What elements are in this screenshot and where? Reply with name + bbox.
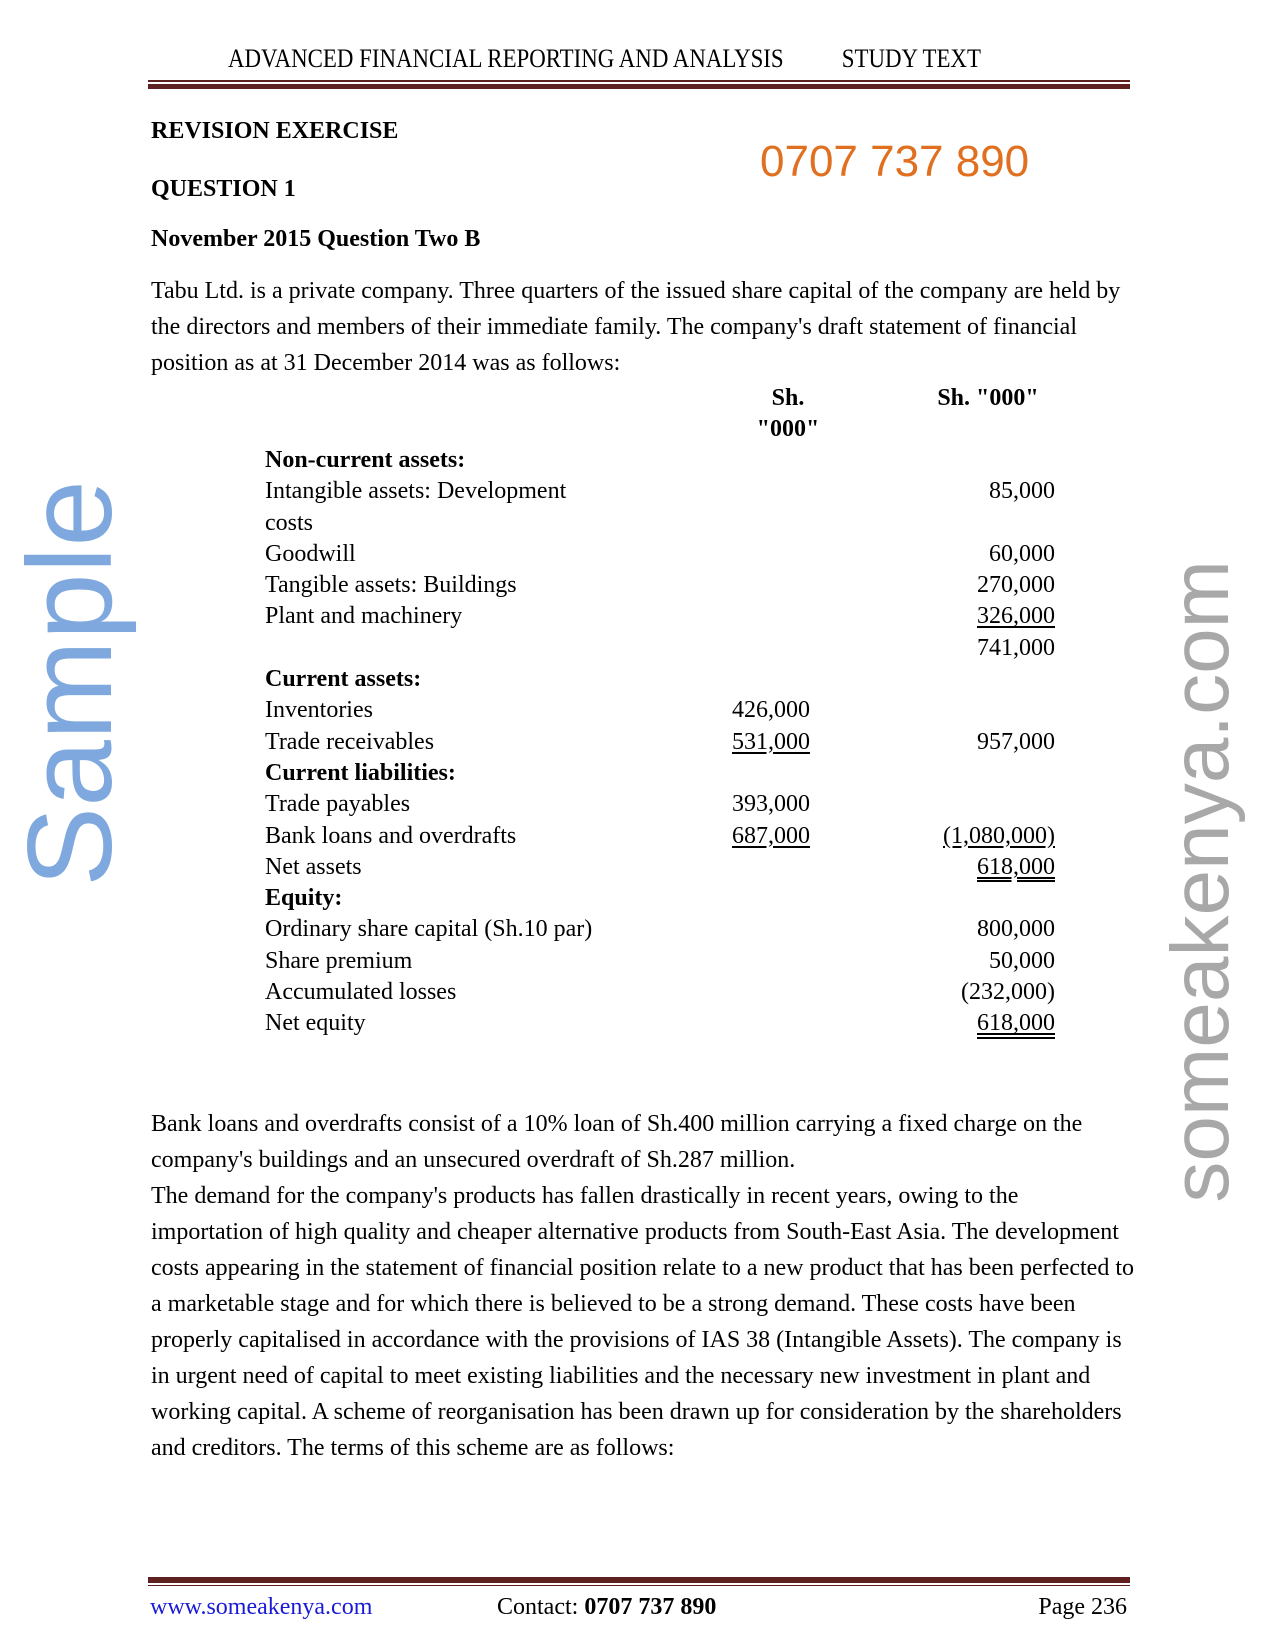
table-row xyxy=(265,977,1055,1008)
row-label: Equity: xyxy=(265,885,343,912)
section-heading: REVISION EXERCISE xyxy=(151,118,399,144)
row-label: Bank loans and overdrafts xyxy=(265,822,517,849)
table-row xyxy=(265,601,1055,632)
table-row xyxy=(265,883,1055,914)
footer-contact xyxy=(497,1594,716,1621)
contact-number: 0707 737 890 xyxy=(584,1594,717,1620)
row-value-col2: 85,000 xyxy=(989,478,1055,505)
table-row xyxy=(265,914,1055,945)
body-paragraph: The demand for the company's products has fallen drastically in recent years, owing to the importation of high quality and cheaper alternative products from South-East Asia. The development costs appearing in the statement of financial position relate to a new product that has been perfected to a marketable stage and for which there is believed to be a strong demand. These costs have been properly capitalised in accordance with the provisions of IAS 38 (Intangible Assets). The company is in urgent need of capital to meet existing liabilities and the necessary new investment in plant and working capital. A scheme of reorganisation has been drawn up for consideration by the shareholders and creditors. The terms of this scheme are as follows: xyxy=(151,1183,1134,1461)
row-label: Intangible assets: Development costs xyxy=(265,478,567,536)
row-value-col1: 687,000 xyxy=(732,822,810,849)
row-label: Goodwill xyxy=(265,540,356,567)
row-label: Accumulated losses xyxy=(265,979,457,1006)
table-row xyxy=(265,1008,1055,1039)
row-label: Current liabilities: xyxy=(265,759,456,786)
contact-label: Contact: xyxy=(497,1594,579,1620)
question-source: November 2015 Question Two B xyxy=(151,226,481,252)
header-rule xyxy=(148,80,1130,89)
row-value-col2: 618,000 xyxy=(977,853,1055,880)
row-value-col2: 800,000 xyxy=(977,916,1055,943)
row-label: Share premium xyxy=(265,947,413,974)
row-value-col2: 50,000 xyxy=(989,947,1055,974)
table-row xyxy=(265,445,1055,476)
question-heading: QUESTION 1 xyxy=(151,176,296,202)
table-row xyxy=(265,789,1055,820)
body-text xyxy=(151,1106,1136,1466)
row-value-col2: 741,000 xyxy=(977,634,1055,661)
table-row xyxy=(265,852,1055,883)
running-header xyxy=(228,44,981,74)
table-row xyxy=(265,539,1055,570)
row-value-col1: 531,000 xyxy=(732,728,810,755)
col1-header: Sh. "000" xyxy=(756,385,820,443)
row-label: Trade payables xyxy=(265,791,411,818)
phone-watermark: 0707 737 890 xyxy=(760,137,1030,186)
sample-watermark: Sample xyxy=(3,480,137,887)
row-label: Current assets: xyxy=(265,666,422,693)
row-value-col2: 270,000 xyxy=(977,572,1055,599)
row-label: Ordinary share capital (Sh.10 par) xyxy=(265,916,593,943)
table-row xyxy=(265,476,1055,539)
table-row xyxy=(265,695,1055,726)
table-row xyxy=(265,664,1055,695)
footer-website-link[interactable]: www.someakenya.com xyxy=(150,1594,373,1620)
row-label: Trade receivables xyxy=(265,728,435,755)
row-value-col2: (1,080,000) xyxy=(943,822,1055,849)
col2-header: Sh. "000" xyxy=(937,385,1039,411)
row-value-col1: 426,000 xyxy=(732,697,810,724)
row-value-col1: 393,000 xyxy=(732,791,810,818)
row-label: Tangible assets: Buildings xyxy=(265,572,517,599)
row-label xyxy=(265,633,610,664)
table-row xyxy=(265,727,1055,758)
row-label: Net equity xyxy=(265,1010,366,1037)
row-label: Non-current assets: xyxy=(265,447,466,473)
row-value-col2: 326,000 xyxy=(977,603,1055,630)
table-row xyxy=(265,946,1055,977)
row-label: Inventories xyxy=(265,697,373,724)
footer-rule xyxy=(148,1577,1130,1586)
site-watermark: someakenya.com xyxy=(1155,560,1246,1203)
row-label: Net assets xyxy=(265,853,362,880)
financial-position-table xyxy=(265,445,1055,1040)
body-paragraph: Bank loans and overdrafts consist of a 10% loan of Sh.400 million carrying a fixed charge on the company's buildings and an unsecured overdraft of Sh.287 million. xyxy=(151,1111,1083,1173)
row-value-col2: 618,000 xyxy=(977,1010,1055,1037)
table-row xyxy=(265,821,1055,852)
table-row xyxy=(265,633,1055,664)
header-title: ADVANCED FINANCIAL REPORTING AND ANALYSIS xyxy=(228,44,784,73)
table-row xyxy=(265,758,1055,789)
row-value-col2: (232,000) xyxy=(961,979,1055,1006)
page-number: Page 236 xyxy=(1038,1594,1127,1620)
row-label: Plant and machinery xyxy=(265,603,463,630)
table-row xyxy=(265,570,1055,601)
row-value-col2: 60,000 xyxy=(989,540,1055,567)
row-value-col2: 957,000 xyxy=(977,728,1055,755)
header-study-text: STUDY TEXT xyxy=(841,44,981,73)
intro-paragraph: Tabu Ltd. is a private company. Three quarters of the issued share capital of the company are held by the directors and members of their immediate family. The company's draft statement of financial position as at 31 December 2014 was as follows: xyxy=(151,278,1121,376)
